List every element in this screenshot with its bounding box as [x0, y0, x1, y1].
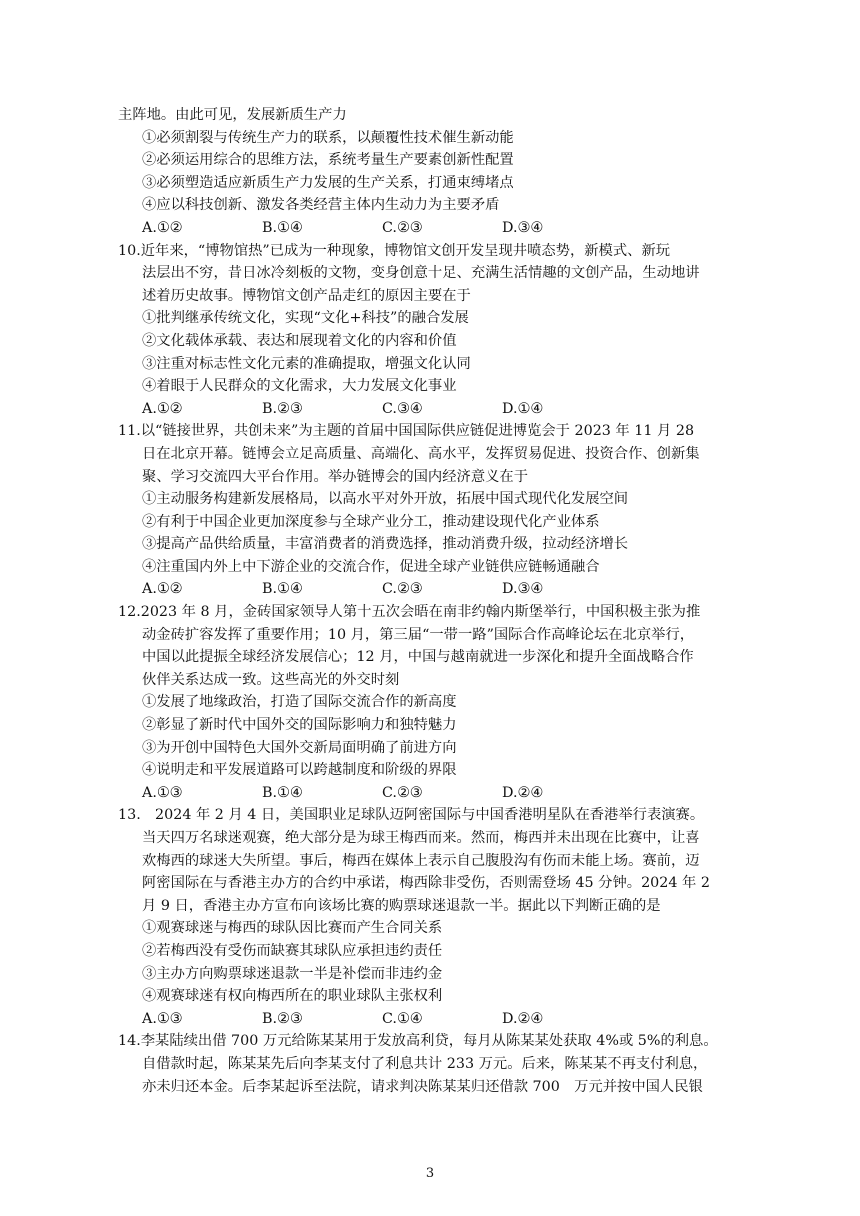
answer-choice-a: A.①② [142, 219, 183, 236]
question-stem-line: 自借款时起，陈某某先后向李某支付了利息共计 233 万元。后来，陈某某不再支付利息， [142, 1055, 708, 1072]
question-stem-line: 法层出不穷，昔日冰冷刻板的文物，变身创意十足、充满生活情趣的文创产品，生动地讲 [142, 265, 700, 282]
answer-choice-d: D.①④ [502, 400, 544, 417]
question-option: ③注重对标志性文化元素的准确提取，增强文化认同 [142, 355, 471, 372]
question-9-option-2: ②必须运用综合的思维方法，系统考量生产要素创新性配置 [142, 152, 514, 169]
answer-choices [118, 398, 748, 421]
question-9-option-4: ④应以科技创新、激发各类经营主体内生动力为主要矛盾 [142, 197, 500, 214]
question-stem-line: 动金砖扩容发挥了重要作用；10 月，第三届“一带一路”国际合作高峰论坛在北京举行， [142, 626, 695, 643]
question-stem-line: 10.近年来，“博物馆热”已成为一种现象，博物馆文创开发呈现井喷态势，新模式、新玩 [118, 242, 671, 259]
answer-choice-d: D.②④ [502, 1010, 544, 1027]
page-number: 3 [425, 1166, 435, 1181]
answer-choice-b: B.①④ [262, 784, 303, 801]
question-11 [118, 420, 748, 601]
answer-choice-a: A.①③ [142, 784, 183, 801]
answer-choice-a: A.①② [142, 581, 183, 598]
answer-choice-d: D.③④ [502, 219, 544, 236]
question-option: ③为开创中国特色大国外交新局面明确了前进方向 [142, 739, 457, 756]
answer-choice-a: A.①③ [142, 1010, 183, 1027]
question-stem-line: 阿密国际在与香港主办方的合约中承诺，梅西除非受伤，否则需登场 45 分钟。2024 年 2 [142, 875, 710, 892]
answer-choice-b: B.①④ [262, 219, 303, 236]
question-option: ②若梅西没有受伤而缺赛其球队应承担违约责任 [142, 942, 443, 959]
answer-choice-c: C.②③ [382, 784, 423, 801]
question-option: ②有利于中国企业更加深度参与全球产业分工，推动建设现代化产业体系 [142, 513, 600, 530]
answer-choice-c: C.②③ [382, 581, 423, 598]
answer-choice-d: D.③④ [502, 581, 544, 598]
answer-choice-a: A.①② [142, 400, 183, 417]
question-option: ④观赛球迷有权向梅西所在的职业球队主张权利 [142, 988, 443, 1005]
answer-choices [118, 578, 748, 601]
answer-choice-b: B.②③ [262, 400, 303, 417]
question-option: ③主办方向购票球迷退款一半是补偿而非违约金 [142, 965, 443, 982]
question-option: ③提高产品供给质量，丰富消费者的消费选择，推动消费升级，拉动经济增长 [142, 536, 629, 553]
question-stem-line: 13. 2024 年 2 月 4 日，美国职业足球队迈阿密国际与中国香港明星队在香港举行表演赛。 [118, 807, 705, 824]
question-stem-line: 月 9 日，香港主办方宣布向该场比赛的购票球迷退款一半。据此以下判断正确的是 [142, 897, 661, 914]
question-9-answer-choices [118, 217, 748, 240]
question-stem-line: 14.李某陆续出借 700 万元给陈某某用于发放高利贷，每月从陈某某处获取 4%或 5%的利息。 [118, 1033, 718, 1050]
question-option: ④注重国内外上中下游企业的交流合作，促进全球产业链供应链畅通融合 [142, 558, 600, 575]
question-stem-line: 11.以“链接世界，共创未来”为主题的首届中国国际供应链促进博览会于 2023 年 11 月 28 [118, 423, 695, 440]
question-9-option-1: ①必须割裂与传统生产力的联系，以颠覆性技术催生新动能 [142, 129, 514, 146]
question-9-stem-continuation: 主阵地。由此可见，发展新质生产力 [118, 107, 347, 123]
answer-choice-c: C.②③ [382, 219, 423, 236]
question-option: ①观赛球迷与梅西的球队因比赛而产生合同关系 [142, 920, 443, 937]
question-stem-line: 亦未归还本金。后李某起诉至法院，请求判决陈某某归还借款 700 万元并按中国人民银 [142, 1078, 703, 1095]
answer-choice-b: B.①④ [262, 581, 303, 598]
question-stem-line: 12.2023 年 8 月，金砖国家领导人第十五次会晤在南非约翰内斯堡举行，中国积极主张为推 [118, 604, 701, 621]
page-content [118, 104, 748, 1098]
question-stem-line: 欢梅西的球迷大失所望。事后，梅西在媒体上表示自己腹股沟有伤而未能上场。赛前，迈 [142, 852, 700, 869]
answer-choice-c: C.①④ [382, 1010, 423, 1027]
question-option: ②彰显了新时代中国外交的国际影响力和独特魅力 [142, 717, 457, 734]
question-13 [118, 804, 748, 1030]
answer-choice-c: C.③④ [382, 400, 423, 417]
question-option: ①批判继承传统文化，实现“文化+科技”的融合发展 [142, 310, 469, 327]
question-9-option-3: ③必须塑造适应新质生产力发展的生产关系，打通束缚堵点 [142, 174, 514, 191]
question-option: ④着眼于人民群众的文化需求，大力发展文化事业 [142, 378, 457, 395]
question-stem-line: 述着历史故事。博物馆文创产品走红的原因主要在于 [142, 287, 471, 304]
question-option: ①发展了地缘政治，打造了国际交流合作的新高度 [142, 694, 457, 711]
question-stem-line: 当天四万名球迷观赛，绝大部分是为球王梅西而来。然而，梅西并未出现在比赛中，让喜 [142, 830, 700, 846]
question-stem-line: 聚、学习交流四大平台作用。举办链博会的国内经济意义在于 [142, 468, 529, 485]
question-12 [118, 601, 748, 804]
question-option: ①主动服务构建新发展格局，以高水平对外开放，拓展中国式现代化发展空间 [142, 491, 629, 508]
answer-choice-b: B.②③ [262, 1010, 303, 1027]
question-10 [118, 240, 748, 421]
question-stem-line: 伙伴关系达成一致。这些高光的外交时刻 [142, 671, 400, 688]
question-stem-line: 中国以此提振全球经济发展信心；12 月，中国与越南就进一步深化和提升全面战略合作 [142, 649, 694, 666]
question-14 [118, 1030, 748, 1098]
answer-choices [118, 1008, 748, 1031]
question-stem-line: 日在北京开幕。链博会立足高质量、高端化、高水平，发挥贸易促进、投资合作、创新集 [142, 445, 700, 462]
question-option: ②文化载体承载、表达和展现着文化的内容和价值 [142, 332, 457, 349]
answer-choices [118, 782, 748, 805]
question-option: ④说明走和平发展道路可以跨越制度和阶级的界限 [142, 762, 457, 779]
answer-choice-d: D.②④ [502, 784, 544, 801]
